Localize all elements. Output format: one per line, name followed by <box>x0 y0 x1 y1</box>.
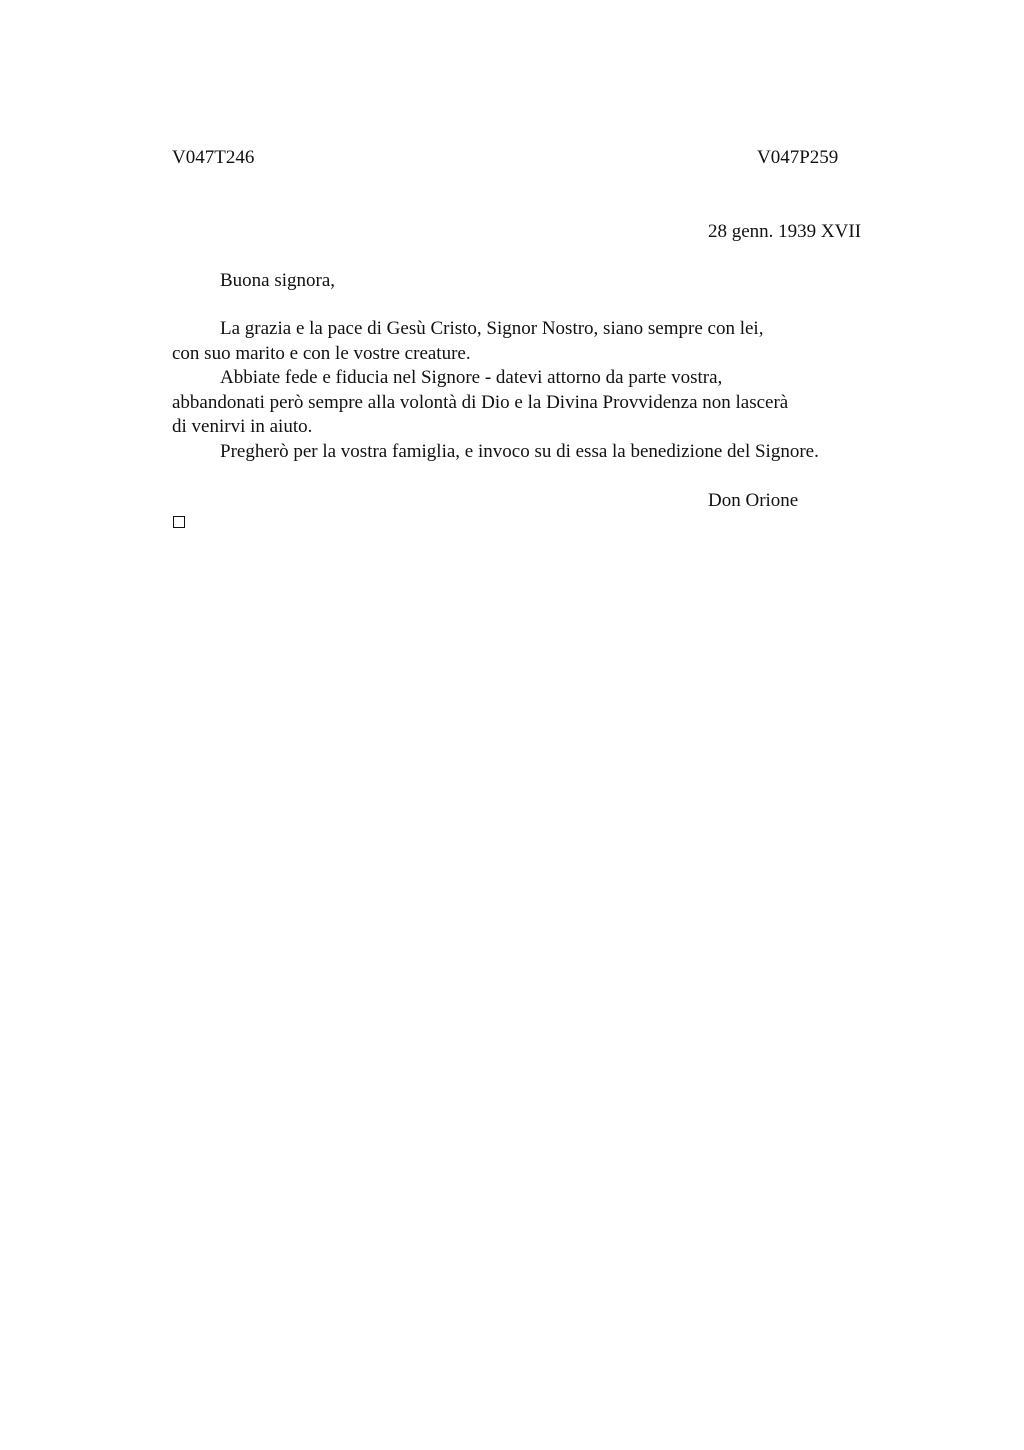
letter-date: 28 genn. 1939 XVII <box>708 221 862 242</box>
document-code-right: V047P259 <box>757 147 839 168</box>
paragraph-line: Abbiate fede e fiducia nel Signore - datevi attorno da parte vostra, <box>220 367 723 388</box>
letter-paragraph <box>172 366 892 440</box>
paragraph-line: Pregherò per la vostra famiglia, e invoco su di essa la benedizione del Signore. <box>220 440 819 462</box>
letter-signature: Don Orione <box>708 490 799 511</box>
document-code-left: V047T246 <box>172 147 255 168</box>
paragraph-line: abbandonati però sempre alla volontà di Dio e la Divina Provvidenza non lascerà <box>172 391 789 413</box>
empty-square-icon <box>173 516 185 528</box>
letter-body <box>172 317 892 464</box>
letter-salutation: Buona signora, <box>220 270 336 291</box>
paragraph-line: La grazia e la pace di Gesù Cristo, Signor Nostro, siano sempre con lei, <box>220 318 764 339</box>
paragraph-line: con suo marito e con le vostre creature. <box>172 342 471 364</box>
letter-paragraph <box>172 317 892 366</box>
letter-paragraph <box>172 440 892 465</box>
paragraph-line: di venirvi in aiuto. <box>172 416 313 437</box>
